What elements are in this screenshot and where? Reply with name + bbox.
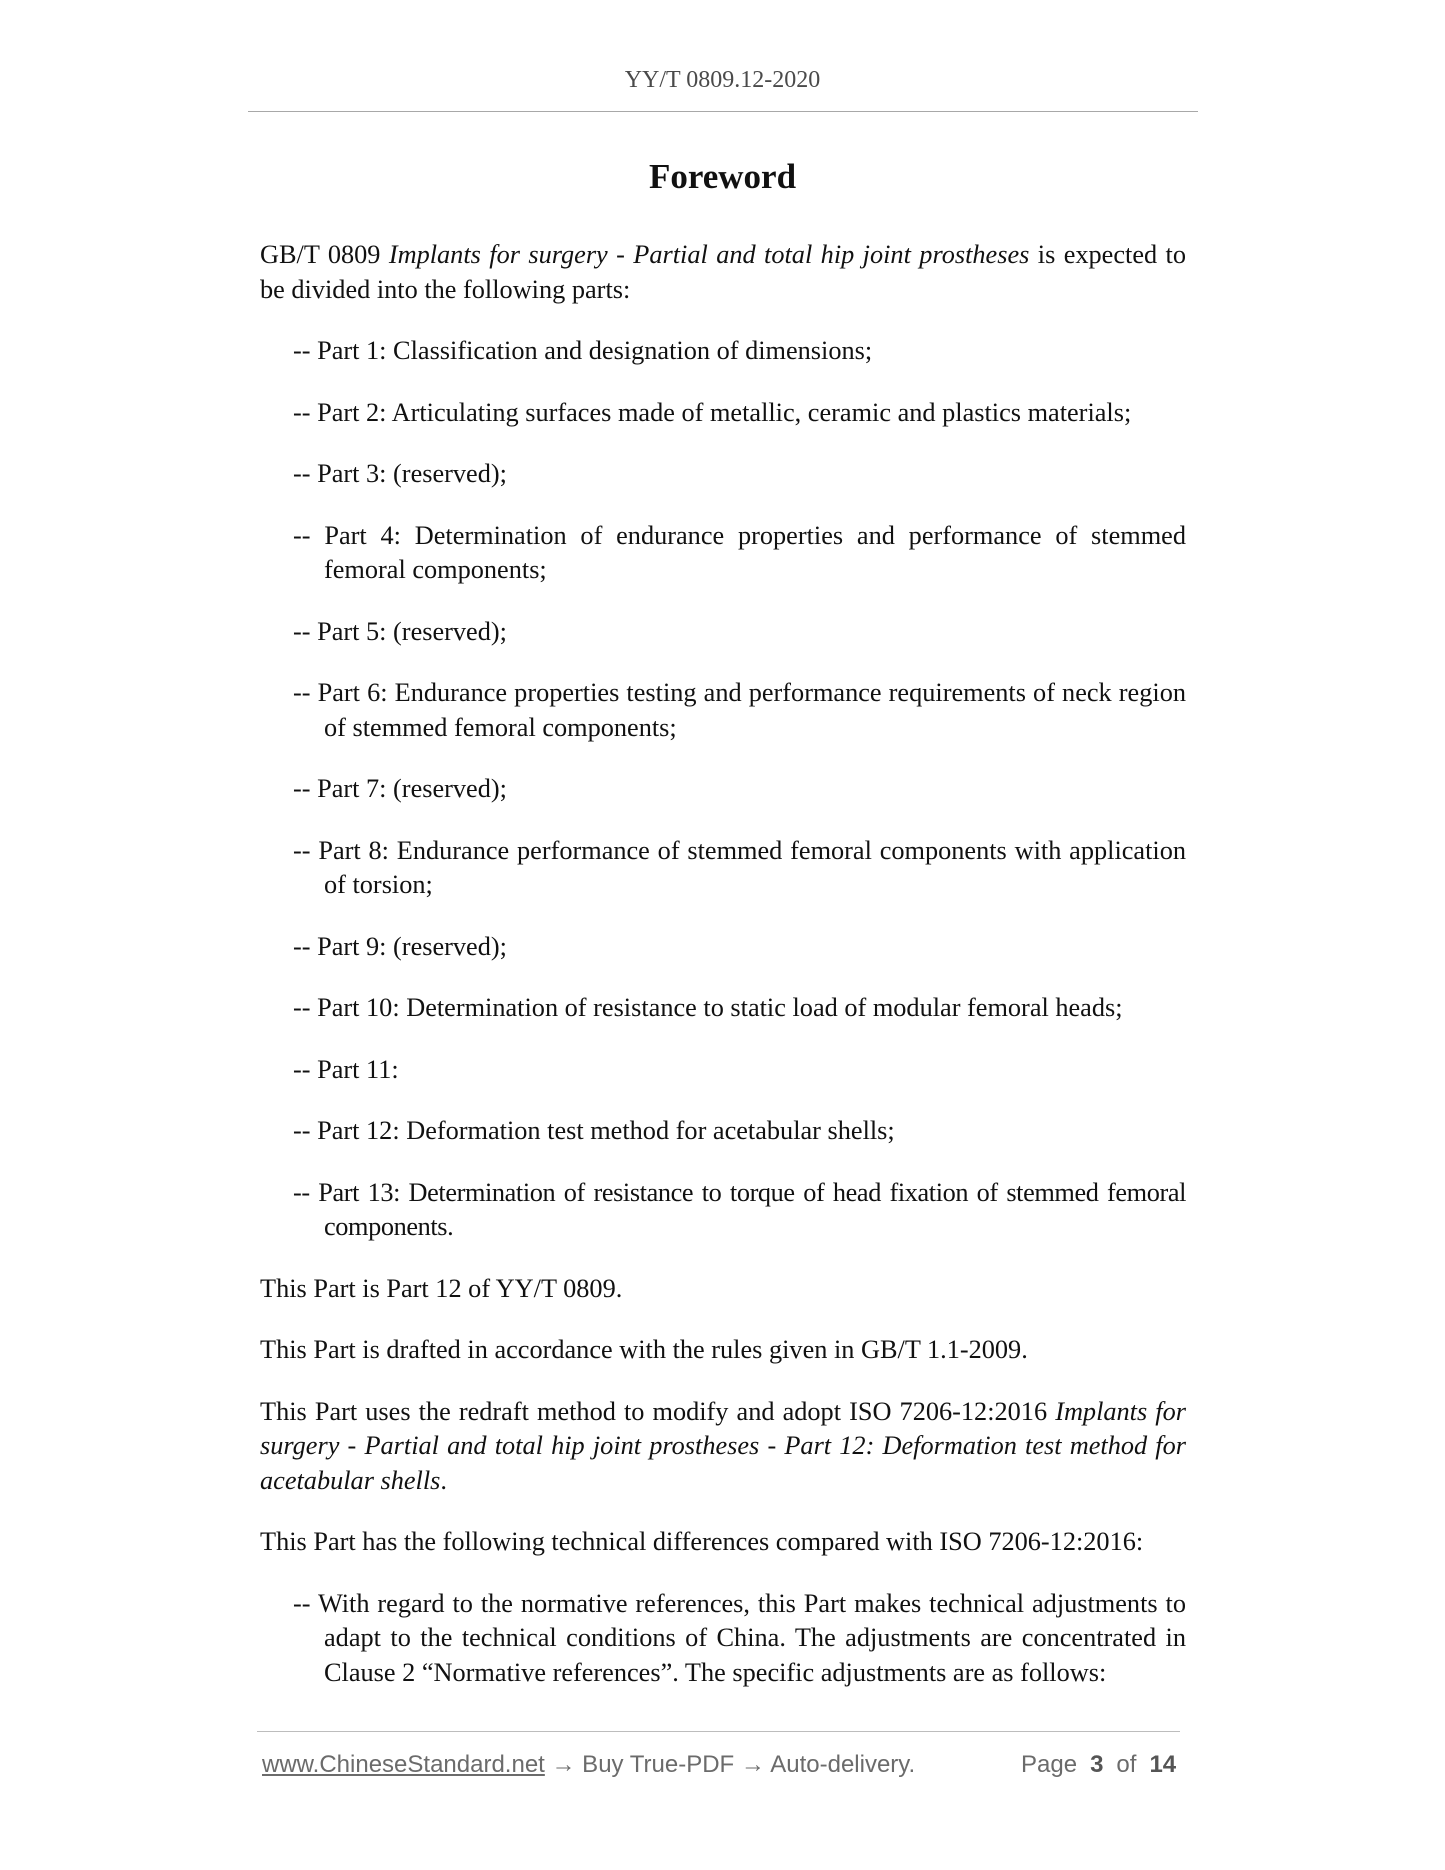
intro-suffix: is expected to be divided into the following parts: <box>260 240 1186 304</box>
part-list-item: -- Part 9: (reserved); <box>293 931 507 961</box>
difference-list-item: -- With regard to the normative references, this Part makes technical adjustments to adapt to the technical conditions of China. The adjustments are concentrated in Clause 2 “Normative references”. The specific adjustments are as follows: <box>293 1588 1186 1687</box>
part-list-item: -- Part 13: Determination of resistance to torque of head fixation of stemmed femoral components. <box>293 1177 1186 1241</box>
part-list-item: -- Part 8: Endurance performance of stemmed femoral components with application of torsion; <box>293 835 1186 899</box>
iso-standard-title: Implants for surgery - Partial and total hip joint prostheses - Part 12: Deformation test method for acetabular shells <box>260 1396 1186 1495</box>
of-label: of <box>1116 1751 1137 1778</box>
part-list-item: -- Part 2: Articulating surfaces made of metallic, ceramic and plastics materials; <box>293 397 1132 427</box>
adoption-prefix: This Part uses the redraft method to modify and adopt ISO 7206-12:2016 <box>260 1396 1056 1426</box>
part-list-item: -- Part 6: Endurance properties testing and performance requirements of neck region of stemmed femoral components; <box>293 678 1186 742</box>
part-list-item: -- Part 7: (reserved); <box>293 774 507 803</box>
intro-prefix: GB/T 0809 <box>260 240 389 269</box>
part-list-item: -- Part 11: <box>293 1054 399 1084</box>
part-list-item: -- Part 4: Determination of endurance properties and performance of stemmed femoral components; <box>293 520 1186 584</box>
part-list-item: -- Part 12: Deformation test method for acetabular shells; <box>293 1116 895 1145</box>
total-pages: 14 <box>1149 1751 1177 1778</box>
part-list-item: -- Part 10: Determination of resistance to static load of modular femoral heads; <box>293 993 1123 1022</box>
adoption-paragraph <box>260 1395 1186 1499</box>
part-list-item: -- Part 5: (reserved); <box>293 616 507 646</box>
part-list-item: -- Part 1: Classification and designation of dimensions; <box>293 336 873 365</box>
adoption-suffix: . <box>440 1465 447 1495</box>
current-page-number: 3 <box>1090 1751 1104 1778</box>
differences-intro-paragraph: This Part has the following technical differences compared with ISO 7206-12:2016: <box>260 1527 1144 1556</box>
header-rule <box>248 111 1198 112</box>
site-link[interactable]: www.ChineseStandard.net <box>262 1751 545 1778</box>
footer-rule <box>257 1731 1180 1732</box>
drafting-rules-paragraph: This Part is drafted in accordance with the rules given in GB/T 1.1-2009. <box>260 1335 1028 1364</box>
intro-paragraph <box>260 238 1186 307</box>
page-title: Foreword <box>648 157 797 196</box>
part-list-item: -- Part 3: (reserved); <box>293 459 507 488</box>
standard-series-title: Implants for surgery - Partial and total hip joint prostheses <box>388 240 1030 269</box>
part-of-series-paragraph: This Part is Part 12 of YY/T 0809. <box>260 1273 623 1303</box>
footer-promo <box>262 1750 915 1780</box>
page-label: Page <box>1021 1751 1078 1778</box>
footer-promo-text: → Buy True-PDF → Auto-delivery. <box>544 1751 916 1778</box>
running-header-doc-code: YY/T 0809.12-2020 <box>624 67 821 93</box>
foreword-body <box>260 238 1186 1717</box>
page-indicator <box>1021 1750 1176 1780</box>
